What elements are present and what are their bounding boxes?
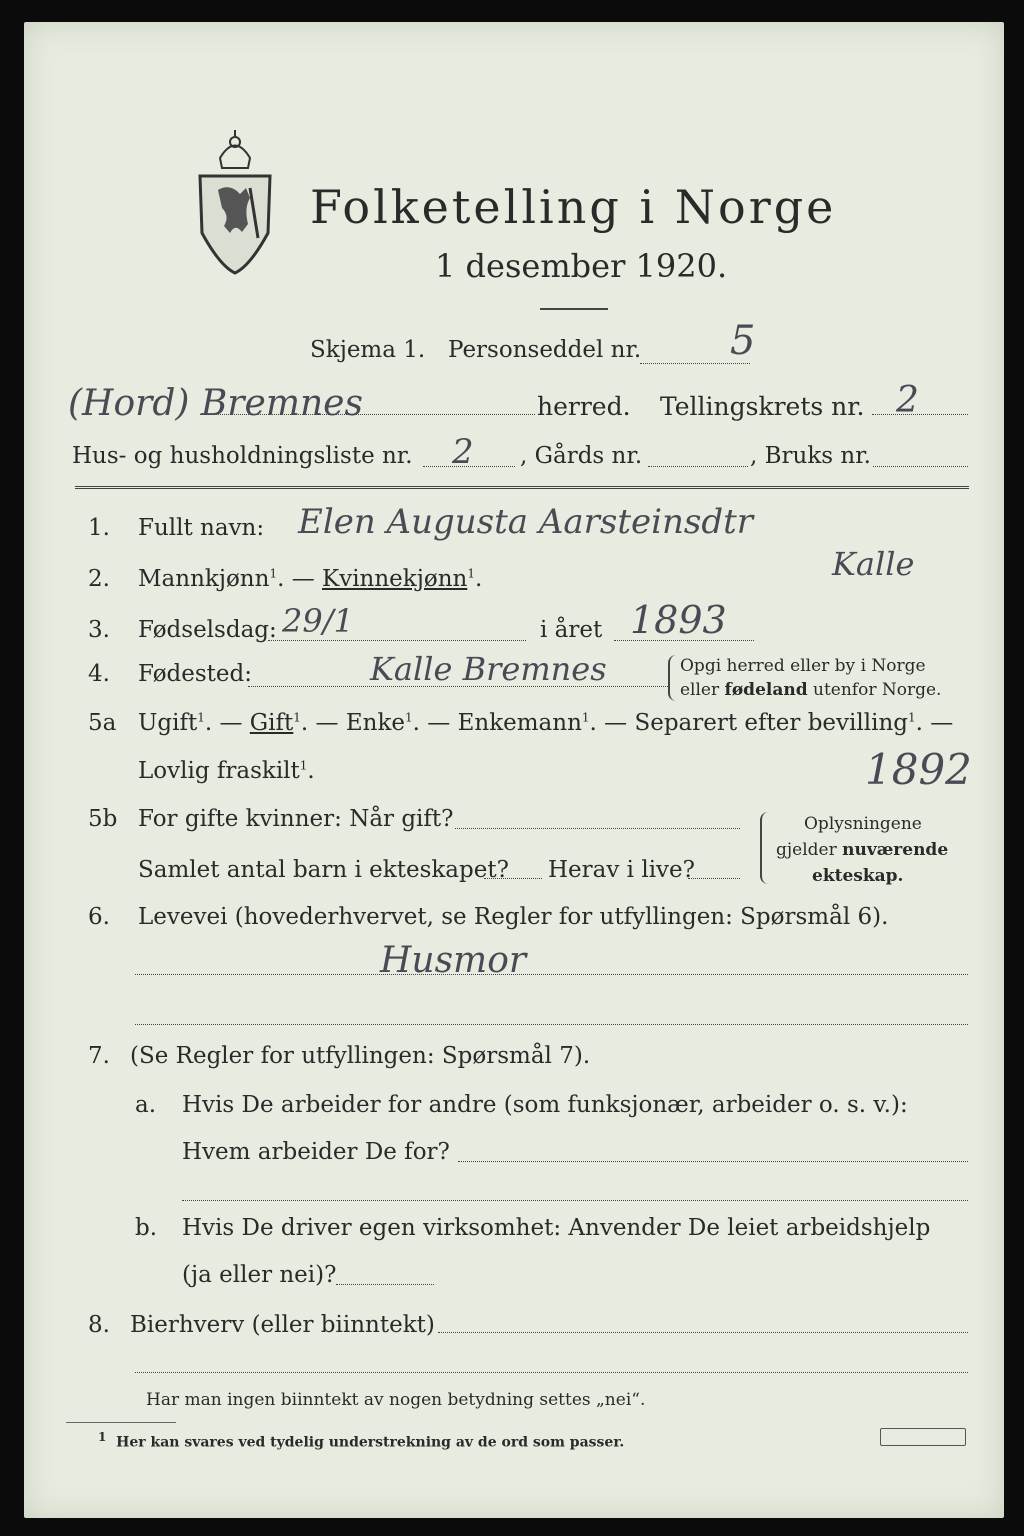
form-date: 1 desember 1920. (435, 247, 728, 285)
q8-line-2 (135, 1372, 968, 1373)
q3-year-label: i året (540, 617, 603, 643)
q5a-number: 5a (88, 710, 117, 736)
q3-number: 3. (88, 617, 110, 643)
q4-brace (668, 655, 678, 701)
title-divider (540, 308, 608, 310)
footnote: 1 Her kan svares ved tydelig understrekning av de ord som passer. (98, 1430, 625, 1451)
q5b-number: 5b (88, 806, 118, 832)
q5b-note-2: gjelder nuværende (776, 840, 949, 860)
q8-label: Bierhverv (eller biinntekt) (130, 1312, 435, 1338)
q7b-line (336, 1284, 434, 1285)
bruks-label: , Bruks nr. (750, 443, 871, 469)
herred-label: herred. (537, 392, 631, 421)
form-title: Folketelling i Norge (310, 180, 837, 234)
q7b-question: (ja eller nei)? (182, 1262, 337, 1288)
q5b-note-1: Oplysningene (804, 814, 922, 834)
q5b-brace (760, 812, 770, 884)
q2-kvinnekjonn-selected: Kvinnekjønn (322, 566, 468, 592)
q5a-options: Ugift$^1$. — Gift$^1$. — Enke$^1$. — Enkemann$^1$. — Separert efter bevilling$^1$. — (138, 710, 954, 736)
footnote-divider (66, 1422, 176, 1423)
herred-line (200, 414, 535, 415)
q2-gender-options: Mannkjønn$^1$. — Kvinnekjønn$^1$. (138, 566, 483, 592)
norway-coat-of-arms-icon (190, 128, 280, 278)
q5b-line-1: For gifte kvinner: Når gift? (138, 806, 454, 832)
q4-value: Kalle Bremnes (370, 650, 607, 688)
q3-date-value: 29/1 (282, 602, 354, 640)
q8-line-1 (438, 1332, 968, 1333)
hus-label: Hus- og husholdningsliste nr. (72, 443, 413, 469)
q5a-gift-selected: Gift (249, 710, 294, 736)
gards-line (648, 466, 748, 467)
q1-name-value: Elen Augusta Aarsteinsdtr (298, 502, 754, 542)
q4-label: Fødested: (138, 661, 253, 687)
personseddel-value: 5 (730, 318, 756, 364)
q1-name-value-2: Kalle (832, 545, 915, 583)
q3-label: Fødselsdag: (138, 617, 277, 643)
skjema-label: Skjema 1. (310, 337, 426, 363)
personseddel-label: Personseddel nr. (448, 337, 642, 363)
gards-label: , Gårds nr. (520, 443, 643, 469)
tellingskrets-label: Tellingskrets nr. (660, 392, 865, 421)
q5b-alive-label: Herav i live? (548, 857, 695, 883)
q1-number: 1. (88, 515, 110, 541)
q6-number: 6. (88, 904, 110, 930)
q7b-letter: b. (135, 1215, 158, 1241)
tellingskrets-value: 2 (896, 380, 919, 421)
header-divider (75, 484, 969, 489)
q7-number: 7. (88, 1043, 110, 1069)
q2-mannkjonn: Mannkjønn (138, 566, 270, 592)
q7a-letter: a. (135, 1092, 157, 1118)
q6-value: Husmor (380, 940, 527, 981)
q5b-children-label: Samlet antal barn i ekteskapet? (138, 857, 509, 883)
footer-note: Har man ingen biinntekt av nogen betydning settes „nei“. (146, 1390, 646, 1410)
q3-date-line (268, 640, 526, 641)
q4-note-1: Opgi herred eller by i Norge (680, 656, 926, 676)
q8-number: 8. (88, 1312, 110, 1338)
printer-stamp (880, 1428, 966, 1446)
q5a-fraskilt: Lovlig fraskilt$^1$. (138, 758, 315, 784)
q5b-alive-line (688, 878, 740, 879)
q5b-note-3: ekteskap. (812, 866, 904, 886)
q3-year-value: 1893 (630, 598, 727, 642)
hus-value: 2 (452, 432, 474, 472)
q7a-question: Hvem arbeider De for? (182, 1139, 450, 1165)
q7b-text: Hvis De driver egen virksomhet: Anvender De leiet arbeidshjelp (182, 1215, 931, 1241)
q2-number: 2. (88, 566, 110, 592)
q5a-year-handwritten: 1892 (865, 745, 972, 794)
herred-value: (Hord) Bremnes (68, 383, 363, 424)
q7a-line-2 (182, 1200, 968, 1201)
bruks-line (873, 466, 968, 467)
q5b-married-line (455, 828, 740, 829)
q4-number: 4. (88, 661, 110, 687)
q6-line-2 (135, 1024, 968, 1025)
q7a-text: Hvis De arbeider for andre (som funksjonær, arbeider o. s. v.): (182, 1092, 908, 1118)
q5b-children-line (484, 878, 542, 879)
q6-line-1 (135, 974, 968, 975)
tellingskrets-line (872, 414, 968, 415)
q7-label: (Se Regler for utfyllingen: Spørsmål 7). (130, 1043, 591, 1069)
q4-note-2: eller fødeland utenfor Norge. (680, 680, 942, 700)
q1-label: Fullt navn: (138, 515, 265, 541)
q6-label: Levevei (hovederhvervet, se Regler for utfyllingen: Spørsmål 6). (138, 904, 889, 930)
q7a-line-1 (458, 1161, 968, 1162)
